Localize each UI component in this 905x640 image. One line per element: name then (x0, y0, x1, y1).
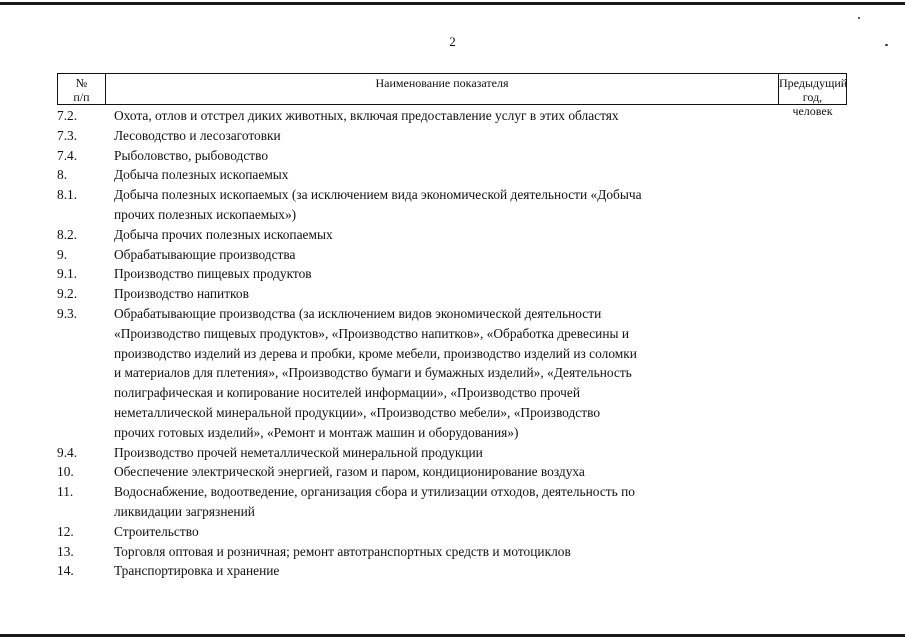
row-text: Производство прочей неметаллической минеральной продукции (114, 444, 483, 460)
row-code: 7.3. (57, 127, 78, 143)
page-number: 2 (449, 34, 456, 49)
row-code: 14. (57, 563, 74, 579)
table-row (57, 443, 757, 463)
table-row (57, 482, 757, 522)
table-row (57, 264, 757, 284)
row-code: 9.1. (57, 266, 78, 282)
row-text: Добыча полезных ископаемых (за исключением вида экономической деятельности «Добыча прочих полезных ископаемых») (114, 187, 642, 222)
row-text: Добыча полезных ископаемых (114, 167, 289, 183)
row-code: 10. (57, 464, 74, 480)
row-code: 8. (57, 167, 68, 183)
table-row (57, 146, 757, 166)
row-code: 8.2. (57, 226, 78, 242)
row-text: Рыболовство, рыбоводство (114, 147, 269, 163)
row-text: Торговля оптовая и розничная; ремонт автотранспортных средств и мотоциклов (114, 543, 571, 559)
column-header-previous-year-label: Предыдущий год, человек (779, 76, 848, 118)
row-code: 7.4. (57, 147, 78, 163)
table-row (57, 561, 757, 581)
row-code: 7.2. (57, 108, 78, 123)
row-code: 9.4. (57, 444, 78, 460)
row-text: Лесоводство и лесозаготовки (114, 127, 281, 143)
scan-border-bottom (0, 634, 905, 637)
row-code: 8.1. (57, 187, 78, 203)
table-row (57, 245, 757, 265)
table-row (57, 106, 757, 126)
row-text: Транспортировка и хранение (114, 563, 280, 579)
row-code: 9.2. (57, 286, 78, 302)
row-text: Обрабатывающие производства (за исключением видов экономической деятельности «Производство пищевых продуктов», «Производство напитков», «Обработка древесины и производство изделий из дерева и пробки, кроме мебели, производство изделий из соломки и материалов для плетения», «Производство бумаги и бумажных изделий», «Деятельность полиграфическая и копирование носителей информации», «Производство прочей неметаллической минеральной продукции», «Производство мебели», «Производство прочих готовых изделий», «Ремонт и монтаж машин и оборудования») (114, 305, 637, 440)
row-code: 9. (57, 246, 68, 262)
row-text: Обрабатывающие производства (114, 246, 296, 262)
scan-speck (858, 17, 860, 19)
row-text: Охота, отлов и отстрел диких животных, включая предоставление услуг в этих областях (114, 108, 619, 123)
table-row (57, 284, 757, 304)
indicator-list (57, 106, 757, 581)
row-code: 12. (57, 523, 74, 539)
row-code: 9.3. (57, 305, 78, 321)
table-row (57, 462, 757, 482)
row-code: 13. (57, 543, 74, 559)
table-row (57, 522, 757, 542)
table-row (57, 225, 757, 245)
column-header-name (106, 74, 779, 104)
row-text: Производство напитков (114, 286, 249, 302)
column-header-number (58, 74, 106, 104)
column-header-name-label: Наименование показателя (375, 76, 509, 90)
scan-border-top (0, 2, 905, 5)
row-text: Обеспечение электрической энергией, газом и паром, кондиционирование воздуха (114, 464, 585, 480)
table-row (57, 126, 757, 146)
row-text: Водоснабжение, водоотведение, организация сбора и утилизации отходов, деятельность по ликвидации загрязнений (114, 484, 635, 519)
row-text: Добыча прочих полезных ископаемых (114, 226, 333, 242)
row-code: 11. (57, 484, 74, 500)
table-row (57, 304, 757, 443)
row-text: Строительство (114, 523, 199, 539)
column-header-previous-year (779, 74, 848, 118)
table-row (57, 542, 757, 562)
row-text: Производство пищевых продуктов (114, 266, 312, 282)
table-row (57, 185, 757, 225)
column-header-number-label: № п/п (73, 76, 90, 104)
table-row (57, 165, 757, 185)
